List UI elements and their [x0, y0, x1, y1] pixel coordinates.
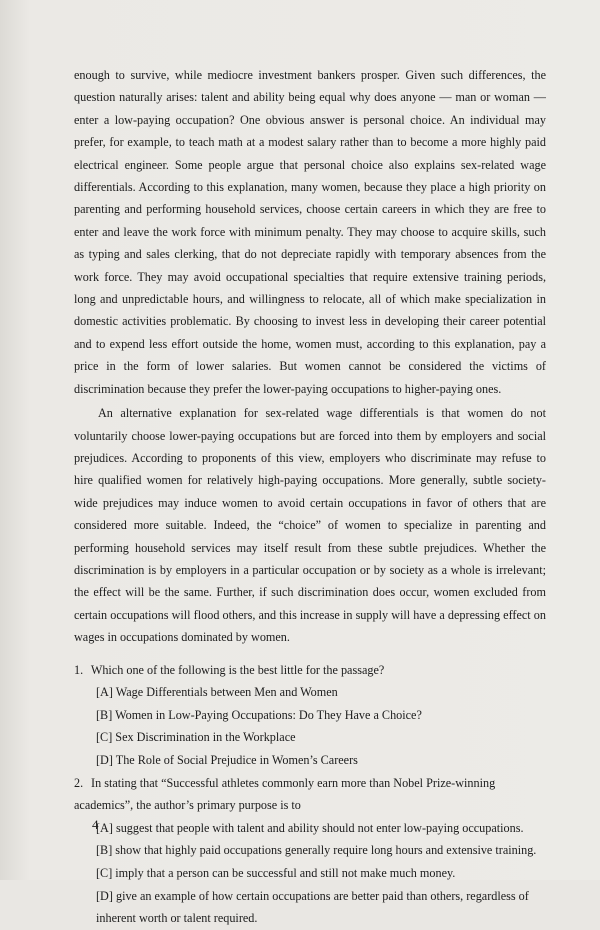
question-number: 1. [74, 662, 84, 677]
option-label: [C] [96, 730, 113, 745]
question-1 [74, 659, 546, 772]
option-b [74, 704, 546, 727]
option-label: [D] [96, 888, 113, 903]
option-b [74, 839, 546, 862]
question-text: In stating that “Successful athletes commonly earn more than Nobel Prize-winning academics”, the author’s primary purpose is to [74, 775, 496, 813]
option-text: Women in Low-Paying Occupations: Do They Have a Choice? [115, 707, 422, 722]
option-text: Sex Discrimination in the Workplace [115, 730, 296, 745]
option-label: [D] [96, 752, 113, 767]
question-stem [74, 772, 546, 817]
option-c [74, 726, 546, 749]
question-stem [74, 659, 546, 682]
option-a [74, 681, 546, 704]
option-label: [B] [96, 843, 113, 858]
option-text: give an example of how certain occupations are better paid than others, regardless of inherent worth or talent required. [96, 888, 529, 926]
question-2 [74, 772, 546, 930]
question-number: 2. [74, 775, 84, 790]
option-label: [A] [96, 685, 113, 700]
passage-paragraph-2: An alternative explanation for sex-related wage differentials is that women do not voluntarily choose lower-paying occupations but are forced into them by employers and social prejudices. According to proponents of this view, employers who discriminate may refuse to hire qualified women for relatively high-paying occupations. More generally, subtle society-wide prejudices may induce women to avoid certain occupations in favor of others that are considered more suitable. Indeed, the “choice” of women to specialize in parenting and performing household services may itself result from these subtle prejudices. Whether the discrimination is by employers in a particular occupation or by society as a whole is irrelevant; the effect will be the same. Further, if such discrimination does occur, women excluded from certain occupations will flood others, and this increase in supply will have a depressing effect on wages in occupations dominated by women. [74, 406, 546, 645]
option-label: [B] [96, 707, 113, 722]
passage [74, 64, 546, 649]
question-list [74, 659, 546, 930]
option-text: The Role of Social Prejudice in Women’s Careers [115, 752, 358, 767]
passage-paragraph-1: enough to survive, while mediocre investment bankers prosper. Given such differences, the question naturally arises: talent and ability being equal why does anyone — man or woman — enter a low-paying occupation? One obvious answer is personal choice. An individual may prefer, for example, to teach math at a modest salary rather than to become a more highly paid electrical engineer. Some people argue that personal choice also explains sex-related wage differentials. According to this explanation, many women, because they place a high priority on parenting and performing household services, choose certain careers in which they are free to enter and leave the work force with minimum penalty. They may choose to acquire skills, such as typing and sales clerking, that do not depreciate rapidly with temporary absences from the work force. They may avoid occupational specialties that require extensive training periods, long and unpredictable hours, and willingness to relocate, all of which make specialization in domestic activities problematic. By choosing to invest less in developing their career potential and to expend less effort outside the home, women must, according to this explanation, pay a price in the form of lower salaries. But women cannot be considered the victims of discrimination because they prefer the lower-paying occupations to higher-paying ones. [74, 68, 546, 396]
option-label: [C] [96, 865, 113, 880]
page-number: 4 [92, 817, 99, 832]
option-a [74, 817, 546, 840]
option-text: Wage Differentials between Men and Women [115, 685, 338, 700]
option-c [74, 862, 546, 885]
option-text: show that highly paid occupations generally require long hours and extensive training. [115, 843, 537, 858]
option-text: suggest that people with talent and ability should not enter low-paying occupations. [115, 820, 524, 835]
option-d [74, 885, 546, 930]
question-text: Which one of the following is the best little for the passage? [90, 662, 385, 677]
option-text: imply that a person can be successful and still not make much money. [115, 865, 456, 880]
option-d [74, 749, 546, 772]
option-label: [A] [96, 820, 113, 835]
